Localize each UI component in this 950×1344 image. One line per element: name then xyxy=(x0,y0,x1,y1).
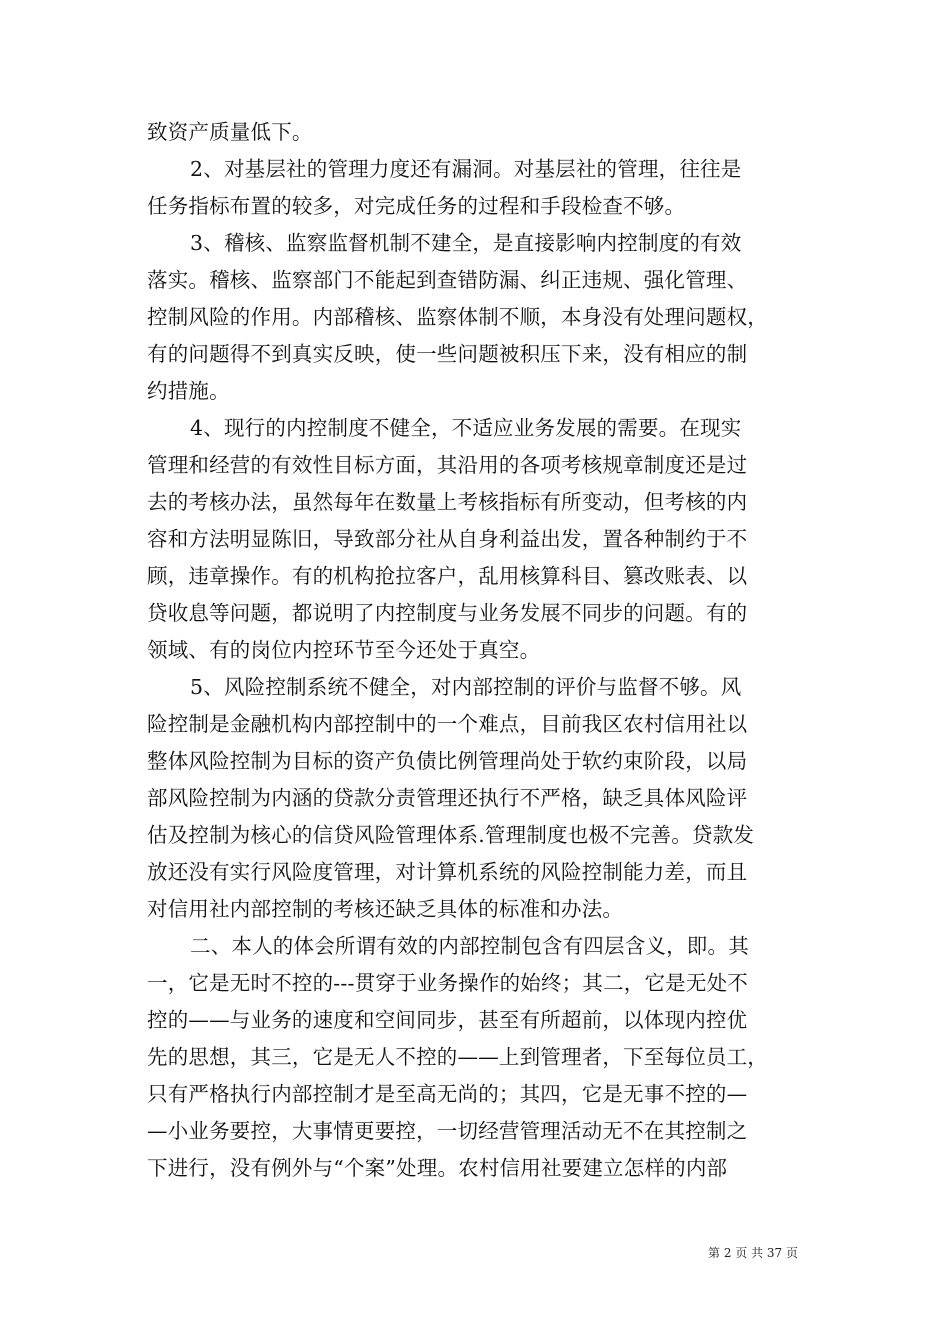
text-line: 去的考核办法，虽然每年在数量上考核指标有所变动，但考核的内 xyxy=(147,490,748,514)
page-number: 第 2 页 共 37 页 xyxy=(708,1246,798,1260)
text-line: 约措施。 xyxy=(147,379,230,403)
text-line: 领域、有的岗位内控环节至今还处于真空。 xyxy=(147,638,541,662)
text-line: 贷收息等问题，都说明了内控制度与业务发展不同步的问题。有的 xyxy=(147,601,748,625)
text-line: 先的思想，其三，它是无人不控的——上到管理者，下至每位员工， xyxy=(147,1045,768,1069)
text-line: 下进行，没有例外与“个案”处理。农村信用社要建立怎样的内部 xyxy=(147,1156,728,1180)
document-body xyxy=(147,114,807,1187)
text-line: 落实。稽核、监察部门不能起到查错防漏、纠正违规、强化管理、 xyxy=(147,268,748,292)
text-line: 控制风险的作用。内部稽核、监察体制不顺，本身没有处理问题权， xyxy=(147,305,768,329)
text-line: 险控制是金融机构内部控制中的一个难点，目前我区农村信用社以 xyxy=(147,712,748,736)
text-line: 二、本人的体会所谓有效的内部控制包含有四层含义，即。其 xyxy=(190,934,749,958)
text-line: 整体风险控制为目标的资产负债比例管理尚处于软约束阶段，以局 xyxy=(147,749,748,773)
text-line: 只有严格执行内部控制才是至高无尚的；其四，它是无事不控的— xyxy=(147,1082,748,1106)
text-line: 对信用社内部控制的考核还缺乏具体的标准和办法。 xyxy=(147,897,624,921)
text-line: 5、风险控制系统不健全，对内部控制的评价与监督不够。风 xyxy=(190,675,742,699)
text-line: 控的——与业务的速度和空间同步，甚至有所超前，以体现内控优 xyxy=(147,1008,748,1032)
text-line: —小业务要控，大事情更要控，一切经营管理活动无不在其控制之 xyxy=(147,1119,748,1143)
text-line: 顾，违章操作。有的机构抢拉客户，乱用核算科目、篡改账表、以 xyxy=(147,564,748,588)
text-line: 2、对基层社的管理力度还有漏洞。对基层社的管理，往往是 xyxy=(190,157,742,181)
text-line: 有的问题得不到真实反映，使一些问题被积压下来，没有相应的制 xyxy=(147,342,748,366)
text-line: 3、稽核、监察监督机制不建全，是直接影响内控制度的有效 xyxy=(190,231,742,255)
text-line: 部风险控制为内涵的贷款分责管理还执行不严格，缺乏具体风险评 xyxy=(147,786,748,810)
text-line: 放还没有实行风险度管理，对计算机系统的风险控制能力差，而且 xyxy=(147,860,748,884)
text-line: 一，它是无时不控的---贯穿于业务操作的始终；其二，它是无处不 xyxy=(147,971,748,995)
text-line: 任务指标布置的较多，对完成任务的过程和手段检查不够。 xyxy=(147,194,686,218)
text-line: 致资产质量低下。 xyxy=(147,120,313,144)
text-line: 4、现行的内控制度不健全，不适应业务发展的需要。在现实 xyxy=(190,416,742,440)
text-line: 估及控制为核心的信贷风险管理体系.管理制度也极不完善。贷款发 xyxy=(147,823,755,847)
text-line: 容和方法明显陈旧，导致部分社从自身利益出发，置各种制约于不 xyxy=(147,527,748,551)
text-line: 管理和经营的有效性目标方面，其沿用的各项考核规章制度还是过 xyxy=(147,453,748,477)
